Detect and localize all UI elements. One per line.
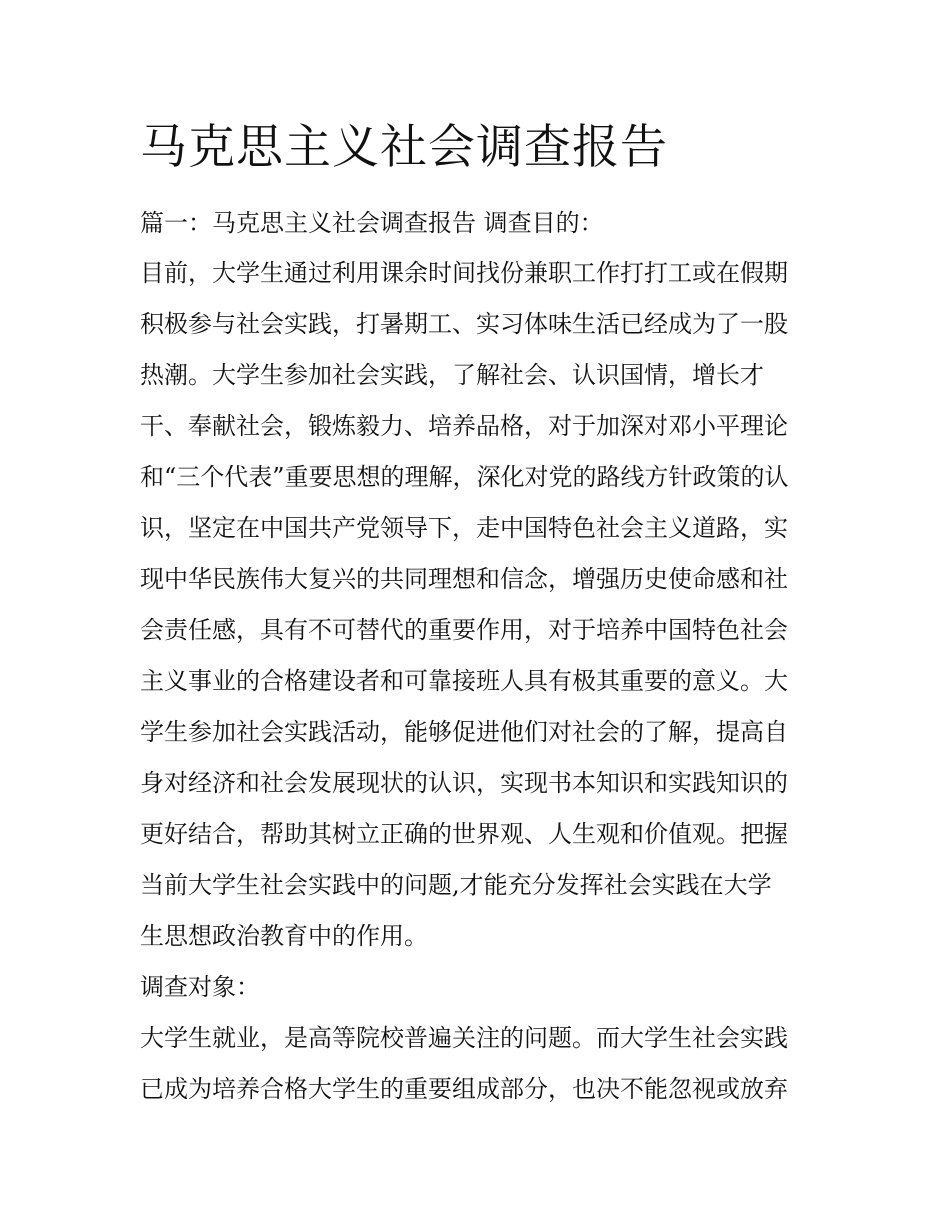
section-heading-purpose: 篇一：马克思主义社会调查报告 调查目的： [140, 209, 604, 237]
body-line: 大学生就业，是高等院校普遍关注的问题。而大学生社会实践 [140, 1024, 788, 1052]
body-line: 主义事业的合格建设者和可靠接班人具有极其重要的意义。大 [140, 667, 788, 695]
body-line: 积极参与社会实践，打暑期工、实习体味生活已经成为了一股 [140, 310, 788, 338]
body-line: 已成为培养合格大学生的重要组成部分，也决不能忽视或放弃 [140, 1075, 788, 1103]
body-line: 识，坚定在中国共产党领导下，走中国特色社会主义道路，实 [140, 514, 788, 542]
body-line: 干、奉献社会，锻炼毅力、培养品格，对于加深对邓小平理论 [140, 412, 788, 440]
body-line: 和“三个代表”重要思想的理解，深化对党的路线方针政策的认 [140, 463, 789, 491]
body-line: 目前，大学生通过利用课余时间找份兼职工作打打工或在假期 [140, 259, 788, 287]
body-line: 会责任感，具有不可替代的重要作用，对于培养中国特色社会 [140, 616, 788, 644]
document-title: 马克思主义社会调查报告 [140, 120, 668, 175]
body-line: 现中华民族伟大复兴的共同理想和信念，增强历史使命感和社 [140, 565, 788, 593]
section-heading-subjects: 调查对象： [140, 973, 260, 1001]
body-line: 更好结合，帮助其树立正确的世界观、人生观和价值观。把握 [140, 820, 788, 848]
body-line: 生思想政治教育中的作用。 [140, 922, 428, 950]
body-line: 热潮。大学生参加社会实践，了解社会、认识国情，增长才 [140, 361, 764, 389]
body-line: 身对经济和社会发展现状的认识，实现书本知识和实践知识的 [140, 769, 788, 797]
body-line: 当前大学生社会实践中的问题,才能充分发挥社会实践在大学 [140, 871, 772, 899]
body-line: 学生参加社会实践活动，能够促进他们对社会的了解，提高自 [140, 718, 788, 746]
